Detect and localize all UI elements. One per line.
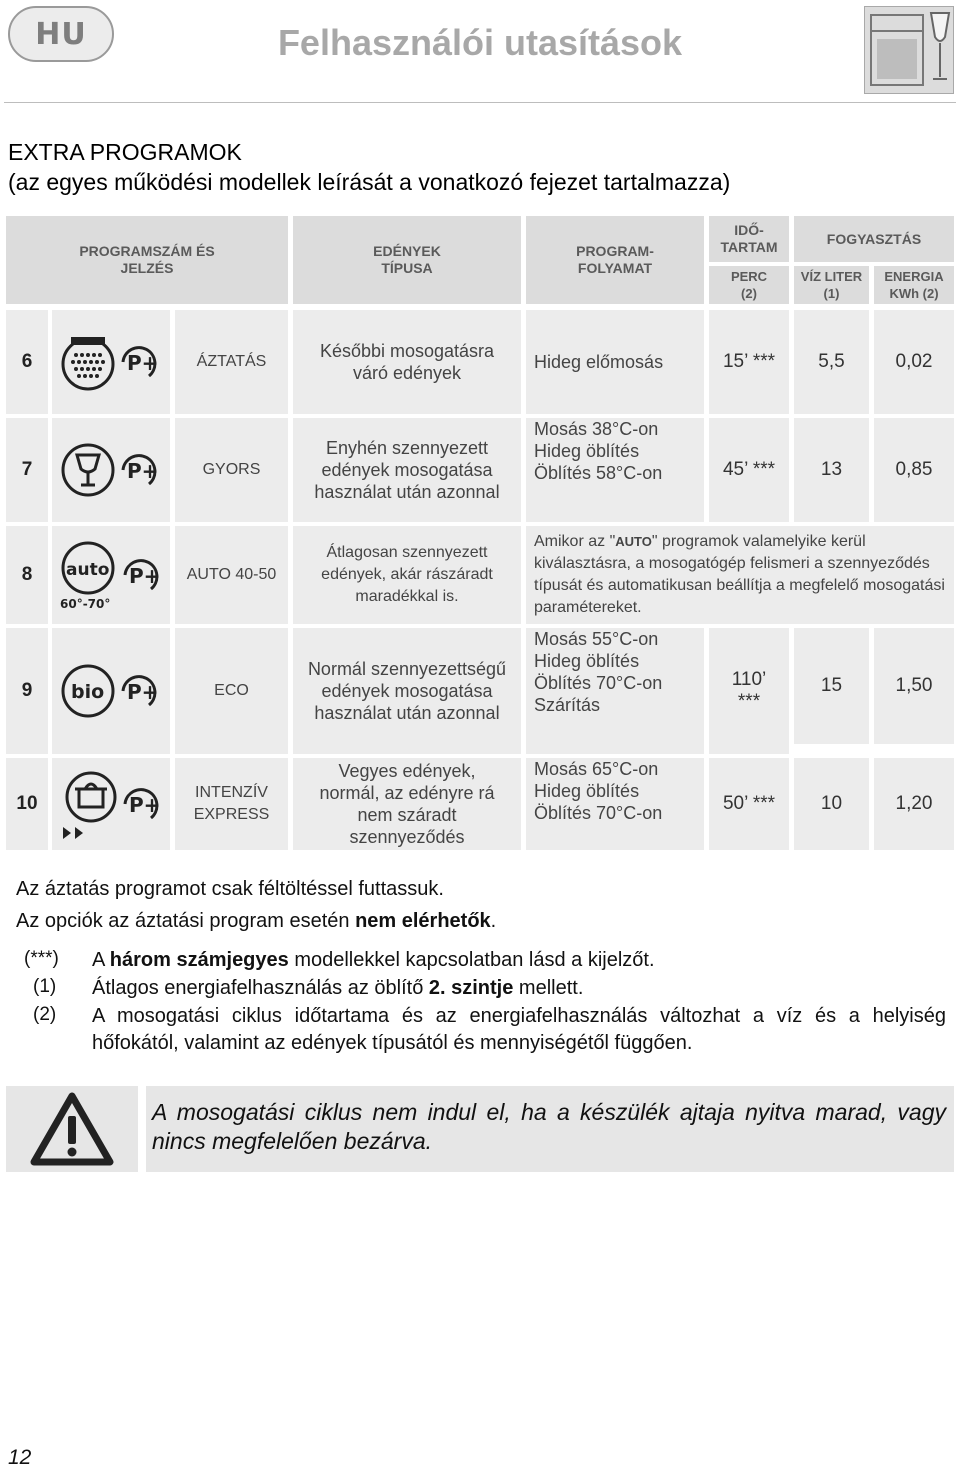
process-text xyxy=(534,531,946,619)
note-text-pre: Az opciók az áztatási program esetén xyxy=(16,910,356,932)
header-minutes xyxy=(709,266,789,304)
header-water-label: VÍZ LITER (1) xyxy=(800,269,863,301)
footnote-mark: (2) xyxy=(33,1004,57,1025)
pot-express-icon xyxy=(57,769,119,839)
svg-text:P+: P+ xyxy=(127,459,159,483)
footnote-text xyxy=(92,947,946,974)
process-step: Öblítés 70°C-on xyxy=(534,673,663,693)
bio-icon xyxy=(59,662,117,720)
header-dishes-label: EDÉNYEK TÍPUSA xyxy=(373,243,441,276)
footnote-mark: (1) xyxy=(33,976,57,997)
svg-text:60°-70°: 60°-70° xyxy=(60,597,111,610)
header-divider xyxy=(4,102,956,103)
footnote-pre: Átlagos energiafelhasználás az öblítő xyxy=(92,977,429,999)
svg-text:P+: P+ xyxy=(129,564,161,588)
program-name: GYORS xyxy=(175,418,288,522)
p-plus-icon xyxy=(119,671,163,711)
header-water xyxy=(794,266,869,304)
footnote-text xyxy=(92,1003,946,1057)
svg-text:P+: P+ xyxy=(127,680,159,704)
header-energy xyxy=(874,266,954,304)
water-value: 13 xyxy=(794,418,869,522)
program-icon-cell xyxy=(52,628,170,754)
prewash-shower-icon xyxy=(59,333,117,391)
table-row-number: 9 xyxy=(6,628,48,754)
program-icon-cell xyxy=(52,526,170,624)
header-time xyxy=(709,216,789,262)
time-value-line1: 110’ xyxy=(731,669,767,690)
process-step: Öblítés 70°C-on xyxy=(534,803,663,823)
dishes-type-text: Normál szennyezettségű edények mosogatása használat után azonnal xyxy=(307,659,507,723)
glass-icon xyxy=(59,441,117,499)
energy-value: 1,20 xyxy=(874,758,954,850)
section-title xyxy=(8,137,730,197)
section-title-line1: EXTRA PROGRAMOK xyxy=(8,139,242,165)
footnote-mark: (***) xyxy=(24,948,59,969)
energy-value: 0,02 xyxy=(874,310,954,414)
note-text-bold: nem elérhetők xyxy=(355,910,491,932)
program-name-text: INTENZÍV EXPRESS xyxy=(193,784,270,823)
dishwasher-logo-icon xyxy=(864,6,954,94)
program-name: AUTO 40-50 xyxy=(175,526,288,624)
table-row-number: 7 xyxy=(6,418,48,522)
water-value: 5,5 xyxy=(794,310,869,414)
svg-text:P+: P+ xyxy=(127,351,159,375)
footnote-bold: három számjegyes xyxy=(109,949,289,971)
section-title-line2: (az egyes működési modellek leírását a vonatkozó fejezet tartalmazza) xyxy=(8,169,731,195)
process-step: Mosás 55°C-on xyxy=(534,629,659,649)
svg-text:P+: P+ xyxy=(129,793,161,817)
table-row-number: 6 xyxy=(6,310,48,414)
dishes-type xyxy=(293,310,521,414)
program-name: ECO xyxy=(175,628,288,754)
process-step: Mosás 38°C-on xyxy=(534,419,659,439)
footnote-post: mellett. xyxy=(513,977,584,999)
process-step: Hideg öblítés xyxy=(534,781,640,801)
energy-value: 0,85 xyxy=(874,418,954,522)
header-dishes xyxy=(293,216,521,304)
header-minutes-label: PERC (2) xyxy=(730,269,768,301)
dishes-type-text: Vegyes edények, normál, az edényre rá nem száradt szennyeződés xyxy=(319,761,495,847)
page-title: Felhasználói utasítások xyxy=(277,22,683,63)
dishes-type xyxy=(293,758,521,850)
note-text-post: . xyxy=(490,910,497,932)
process-cell xyxy=(526,418,704,522)
page-number: 12 xyxy=(8,1446,32,1469)
process-text: Hideg előmosás xyxy=(534,352,664,372)
dishes-type xyxy=(293,628,521,754)
process-cell xyxy=(526,526,954,624)
time-value-line2: *** xyxy=(737,691,761,712)
footnote-text xyxy=(92,975,946,1002)
time-value: 50’ *** xyxy=(709,758,789,850)
auto-icon xyxy=(57,540,119,610)
svg-text:auto: auto xyxy=(66,560,110,580)
header-energy-label: ENERGIA KWh (2) xyxy=(884,269,944,301)
dishes-type-text: Átlagosan szennyezett edények, akár rászáradt maradékkal is. xyxy=(321,544,493,605)
process-text-auto: AUTO xyxy=(615,534,652,549)
process-step: Szárítás xyxy=(534,695,601,715)
process-cell xyxy=(526,310,704,414)
program-icon-cell xyxy=(52,418,170,522)
header-process-label: PROGRAM-FOLYAMAT xyxy=(576,243,654,276)
time-value: 45’ *** xyxy=(709,418,789,522)
footnote-bold: 2. szintje xyxy=(428,977,514,999)
header-process xyxy=(526,216,704,304)
process-step: Hideg öblítés xyxy=(534,651,640,671)
footnote-pre: A xyxy=(92,949,110,971)
header-program xyxy=(6,216,288,304)
process-step: Mosás 65°C-on xyxy=(534,759,659,779)
time-value xyxy=(709,628,789,754)
program-icon-cell xyxy=(52,758,170,850)
dishes-type-text: Későbbi mosogatásra váró edények xyxy=(319,341,495,383)
dishes-type-text: Enyhén szennyezett edények mosogatása használat után azonnal xyxy=(314,438,500,502)
program-icon-cell xyxy=(52,310,170,414)
svg-text:bio: bio xyxy=(71,681,105,703)
header-consumption xyxy=(794,216,954,262)
process-text-pre: Amikor az " xyxy=(534,533,616,550)
warning-icon-box xyxy=(6,1086,138,1172)
process-text-post: " programok valamelyike kerül kiválasztásra, a mosogatógép felismeri a szennyeződés típusát és automatikusan beállítja a megfelelő mosogatási paramétereket. xyxy=(534,533,945,616)
program-name xyxy=(175,758,288,850)
warning-message: A mosogatási ciklus nem indul el, ha a készülék ajtaja nyitva marad, vagy nincs megfelelően bezárva. xyxy=(146,1086,954,1172)
water-value: 15 xyxy=(794,628,869,744)
dishes-type xyxy=(293,418,521,522)
process-step: Öblítés 58°C-on xyxy=(534,463,663,483)
p-plus-icon xyxy=(121,784,165,824)
energy-value: 1,50 xyxy=(874,628,954,744)
p-plus-icon xyxy=(119,342,163,382)
note-soak-half-load: Az áztatás programot csak féltöltéssel futtassuk. xyxy=(16,878,444,900)
footnote-pre: A mosogatási ciklus időtartama és az energiafelhasználás változhat a víz és a helyiség hőfokától, valamint az edények típusától és mennyiségétől függően. xyxy=(92,1005,946,1054)
footnote-post: modellekkel kapcsolatban lásd a kijelzőt. xyxy=(288,949,655,971)
language-badge: HU xyxy=(8,6,114,62)
process-cell xyxy=(526,758,704,850)
program-name: ÁZTATÁS xyxy=(175,310,288,414)
process-step: Hideg öblítés xyxy=(534,441,640,461)
header-time-label: IDŐ-TARTAM xyxy=(720,222,778,255)
warning-triangle-icon xyxy=(30,1092,114,1166)
time-value: 15’ *** xyxy=(709,310,789,414)
header-consumption-label: FOGYASZTÁS xyxy=(826,230,922,247)
p-plus-icon xyxy=(119,450,163,490)
process-cell xyxy=(526,628,704,754)
dishes-type xyxy=(293,526,521,624)
header-program-label: PROGRAMSZÁM ÉS JELZÉS xyxy=(79,243,215,276)
table-row-number: 10 xyxy=(6,758,48,850)
table-row-number: 8 xyxy=(6,526,48,624)
water-value: 10 xyxy=(794,758,869,850)
p-plus-icon xyxy=(121,555,165,595)
note-options-unavailable xyxy=(16,908,496,935)
